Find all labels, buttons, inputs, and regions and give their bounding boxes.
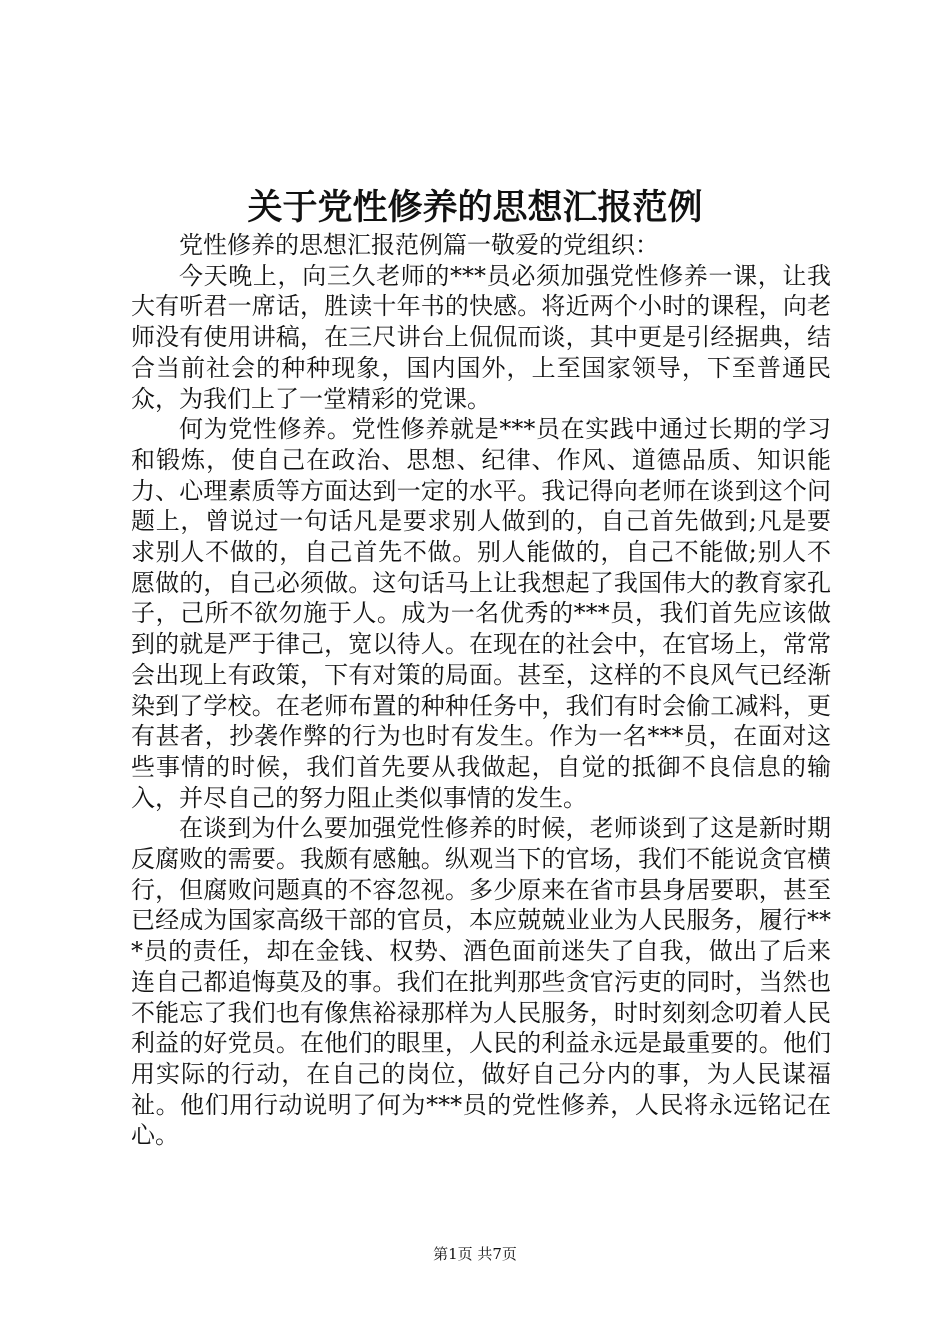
document-body (131, 230, 831, 1151)
paragraph-2: 何为党性修养。党性修养就是***员在实践中通过长期的学习和锻炼，使自己在政治、思想、纪律、作风、道德品质、知识能力、心理素质等方面达到一定的水平。我记得向老师在谈到这个问题上，曾说过一句话凡是要求别人做到的，自己首先做到;凡是要求别人不做的，自己首先不做。别人能做的，自己不能做;别人不愿做的，自己必须做。这句话马上让我想起了我国伟大的教育家孔子，己所不欲勿施于人。成为一名优秀的***员，我们首先应该做到的就是严于律己，宽以待人。在现在的社会中，在官场上，常常会出现上有政策，下有对策的局面。甚至，这样的不良风气已经渐染到了学校。在老师布置的种种任务中，我们有时会偷工减料，更有甚者，抄袭作弊的行为也时有发生。作为一名***员，在面对这些事情的时候，我们首先要从我做起，自觉的抵御不良信息的输入，并尽自己的努力阻止类似事情的发生。 (131, 415, 831, 812)
page-footer: 第1页 共7页 (433, 1245, 517, 1263)
paragraph-3: 在谈到为什么要加强党性修养的时候，老师谈到了这是新时期反腐败的需要。我颇有感触。纵观当下的官场，我们不能说贪官横行，但腐败问题真的不容忽视。多少原来在省市县身居要职，甚至已经成为国家高级干部的官员，本应兢兢业业为人民服务，履行***员的责任，却在金钱、权势、酒色面前迷失了自我，做出了后来连自己都追悔莫及的事。我们在批判那些贪官污吏的同时，当然也不能忘了我们也有像焦裕禄那样为人民服务，时时刻刻念叨着人民利益的好党员。在他们的眼里，人民的利益永远是最重要的。他们用实际的行动，在自己的岗位，做好自己分内的事，为人民谋福祉。他们用行动说明了何为***员的党性修养，人民将永远铭记在心。 (131, 814, 831, 1150)
paragraph-salutation: 党性修养的思想汇报范例篇一敬爱的党组织： (179, 231, 659, 259)
document-title: 关于党性修养的思想汇报范例 (247, 187, 703, 228)
paragraph-1: 今天晚上，向三久老师的***员必须加强党性修养一课，让我大有听君一席话，胜读十年书的快感。将近两个小时的课程，向老师没有使用讲稿，在三尺讲台上侃侃而谈，其中更是引经据典，结合当前社会的种种现象，国内国外，上至国家领导，下至普通民众，为我们上了一堂精彩的党课。 (131, 261, 831, 413)
